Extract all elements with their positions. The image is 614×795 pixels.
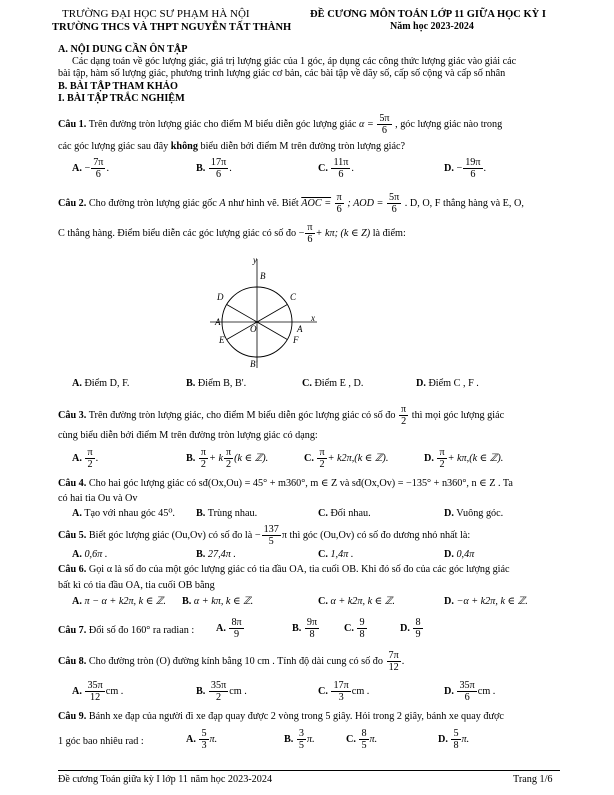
question-3-option-d[interactable]: [424, 447, 503, 470]
option-letter: D.: [416, 378, 426, 389]
emphasis-text: không: [170, 141, 198, 152]
question-9-line1: [58, 711, 504, 724]
numerator: 137: [263, 524, 279, 535]
option-text: Điểm E , D.: [314, 378, 364, 389]
numerator: 9π: [306, 617, 318, 628]
sign: −: [254, 530, 261, 542]
question-label: Câu 9.: [58, 711, 87, 722]
numerator: 5: [453, 728, 459, 739]
numerator: 35π: [459, 680, 475, 691]
option-letter: B.: [292, 623, 302, 635]
numerator: 5: [201, 728, 207, 739]
question-5-option-d[interactable]: [444, 549, 474, 562]
option-letter: D.: [444, 686, 454, 698]
question-text: Biết góc lượng giác (Ou,Ov) có số đo là: [88, 530, 253, 542]
fraction: [85, 680, 104, 703]
denominator: 8: [309, 629, 315, 641]
period: .: [483, 163, 487, 175]
question-1-line1: [58, 113, 502, 136]
option-text: 0,6π .: [84, 549, 108, 560]
option-letter: C.: [318, 549, 328, 560]
option-text: 1,4π .: [330, 549, 354, 560]
unit: cm .: [229, 686, 247, 698]
option-text: Điểm B, B'.: [197, 378, 247, 389]
question-2-option-a[interactable]: [72, 378, 129, 391]
fraction: [305, 617, 319, 640]
option-letter: A.: [72, 596, 82, 607]
question-1-option-a[interactable]: [72, 157, 109, 180]
question-1-option-d[interactable]: [444, 157, 486, 180]
option-text: 0,4π: [456, 549, 475, 560]
denominator: 2: [216, 692, 222, 704]
option-letter: C.: [318, 163, 328, 175]
section-b-title: B. BÀI TẬP THAM KHẢO: [58, 81, 178, 92]
question-4-option-c[interactable]: [318, 508, 371, 521]
option-letter: A.: [186, 734, 196, 746]
option-letter: D.: [444, 163, 454, 175]
denominator: 8: [359, 629, 365, 641]
denominator: 6: [470, 169, 476, 181]
question-9-option-b[interactable]: [284, 728, 315, 751]
fraction: [305, 222, 314, 245]
fraction: [209, 157, 228, 180]
numerator: 8π: [231, 617, 242, 628]
question-label: Câu 4.: [58, 478, 87, 489]
question-2-line2: [58, 222, 406, 245]
option-letter: A.: [72, 453, 82, 465]
denominator: 6: [336, 204, 342, 216]
option-text: Điểm D, F.: [84, 378, 130, 389]
question-text: Cho đường tròn lượng giác gốc: [88, 198, 217, 210]
unit: cm .: [105, 686, 124, 698]
denominator: 8: [453, 740, 459, 752]
numerator: 17π: [210, 157, 227, 168]
denominator: 2: [401, 416, 407, 428]
denominator: 5: [268, 536, 274, 548]
label-x: x: [311, 313, 315, 323]
fraction: [199, 447, 208, 470]
fraction: [229, 617, 243, 640]
denominator: 3: [201, 740, 207, 752]
option-letter: B.: [196, 549, 206, 560]
question-1-option-c[interactable]: [318, 157, 354, 180]
fraction: [85, 447, 94, 470]
option-letter: C.: [344, 623, 354, 635]
document-title: ĐỀ CƯƠNG MÔN TOÁN LỚP 11 GIỮA HỌC KỲ I: [310, 9, 546, 20]
denominator: 6: [307, 234, 313, 246]
label-o: O: [250, 324, 257, 334]
question-text: , góc lượng giác nào trong: [395, 119, 503, 131]
question-8-option-d[interactable]: [444, 680, 495, 703]
question-text: Đổi số đo 160° ra radian :: [88, 625, 195, 636]
option-letter: C.: [304, 453, 314, 465]
option-letter: B.: [196, 686, 206, 698]
question-6-option-d[interactable]: [444, 596, 528, 609]
label-b-prime: B': [250, 359, 258, 369]
question-text: C thẳng hàng. Điểm biểu diễn các góc lượng giác có số đo: [58, 228, 297, 240]
denominator: 2: [200, 459, 207, 471]
option-text: (k ∈ ℤ).: [234, 453, 269, 465]
numerator: 35π: [210, 680, 227, 691]
numerator: 7π: [93, 157, 104, 168]
unit: cm .: [351, 686, 370, 698]
numerator: 17π: [333, 680, 349, 691]
question-8-option-b[interactable]: [196, 680, 247, 703]
option-text: + k: [209, 453, 223, 465]
question-text: Trên đường tròn lượng giác cho điểm M biểu diễn góc lượng giác: [88, 119, 357, 131]
question-text: như hình vẽ. Biết: [228, 198, 299, 210]
numerator: 11π: [333, 157, 349, 168]
option-text: α + k2π, k ∈ ℤ.: [330, 596, 395, 607]
fraction: [399, 404, 408, 427]
footer-divider: [58, 770, 560, 771]
option-letter: D.: [438, 734, 448, 746]
school-year: Năm học 2023-2024: [390, 21, 474, 32]
section-a-title: A. NỘI DUNG CẦN ÔN TẬP: [58, 44, 188, 55]
school-name-line2: TRƯỜNG THCS VÀ THPT NGUYỄN TẤT THÀNH: [52, 22, 292, 33]
unit-circle-figure: [205, 255, 325, 370]
question-text: các góc lượng giác sau đây: [58, 141, 169, 152]
fraction: [463, 157, 482, 180]
period: .: [401, 656, 405, 668]
option-letter: A.: [72, 163, 82, 175]
question-label: Câu 7.: [58, 625, 87, 636]
numerator: 5π: [379, 113, 390, 124]
option-text: Đối nhau.: [330, 508, 371, 519]
option-text: 27,4π .: [207, 549, 236, 560]
sign: −: [298, 228, 305, 240]
fraction: [437, 447, 446, 470]
footer-left-text: Đề cương Toán giữa kỳ I lớp 11 năm học 2023-2024: [58, 774, 273, 785]
question-4-option-d[interactable]: [444, 508, 503, 521]
question-4-option-b[interactable]: [196, 508, 257, 521]
label-y: y: [253, 255, 257, 265]
fraction: [317, 447, 326, 470]
question-label: Câu 3.: [58, 410, 87, 422]
question-1-option-b[interactable]: [196, 157, 232, 180]
question-7-option-c[interactable]: [344, 617, 368, 640]
option-letter: B.: [186, 378, 196, 389]
label-b: B: [260, 271, 266, 281]
question-5-option-c[interactable]: [318, 549, 353, 562]
denominator: 2: [226, 459, 232, 471]
question-text: Gọi α là số đo của một góc lượng giác có tia đầu OA, tia cuối OB. Khi đó số đo của các góc lượng giác: [88, 564, 510, 575]
question-3-option-a[interactable]: [72, 447, 98, 470]
denominator: 6: [381, 125, 387, 137]
period: .: [106, 163, 109, 175]
alpha-symbol: α =: [358, 119, 374, 131]
fraction: [331, 680, 350, 703]
option-text: π − α + k2π, k ∈ ℤ.: [84, 596, 166, 607]
option-letter: C.: [346, 734, 356, 746]
question-text: π thì góc (Ou,Ov) có số đo dương nhỏ nhất là:: [281, 530, 471, 542]
option-letter: C.: [318, 686, 328, 698]
question-3-option-c[interactable]: [304, 447, 388, 470]
option-letter: A.: [72, 378, 82, 389]
numerator: 8: [361, 728, 367, 739]
denominator: 3: [338, 692, 344, 704]
option-text: + kπ,(k ∈ ℤ).: [447, 453, 504, 465]
option-text: π.: [209, 734, 218, 746]
question-8-option-a[interactable]: [72, 680, 123, 703]
denominator: 12: [388, 662, 399, 674]
option-letter: D.: [400, 623, 410, 635]
fraction: [387, 192, 401, 215]
question-9-option-c[interactable]: [346, 728, 377, 751]
option-letter: D.: [444, 596, 454, 607]
denominator: 5: [298, 740, 304, 752]
numerator: 8: [415, 617, 421, 628]
question-9-line2: 1 góc bao nhiêu rad :: [58, 736, 144, 747]
numerator: 9: [359, 617, 365, 628]
question-6-line1: [58, 564, 510, 577]
question-3-line1: [58, 404, 504, 427]
question-9-option-a[interactable]: [186, 728, 217, 751]
numerator: π: [319, 447, 325, 458]
option-letter: B.: [182, 596, 192, 607]
fraction: [199, 728, 208, 751]
numerator: 7π: [388, 650, 399, 661]
question-label: Câu 8.: [58, 656, 87, 668]
option-letter: D.: [444, 508, 454, 519]
option-letter: A.: [72, 549, 82, 560]
question-4-line2: có hai tia Ou và Ov: [58, 493, 138, 504]
numerator: π: [200, 447, 207, 458]
numerator: π: [226, 447, 232, 458]
fraction: [262, 524, 281, 547]
fraction: [91, 157, 105, 180]
question-text: biểu diễn bởi điểm M trên đường tròn lượng giác?: [200, 141, 406, 152]
fraction: [331, 157, 350, 180]
fraction: [335, 192, 344, 215]
numerator: 5π: [388, 192, 400, 203]
option-letter: A.: [72, 686, 82, 698]
option-text: α + kπ, k ∈ ℤ.: [193, 596, 254, 607]
formula: + kπ; (k ∈ Z): [315, 228, 371, 240]
question-7-option-b[interactable]: [292, 617, 320, 640]
numerator: π: [307, 222, 313, 233]
option-letter: B.: [284, 734, 294, 746]
school-name-line1: TRƯỜNG ĐẠI HỌC SƯ PHẠM HÀ NỘI: [62, 8, 250, 20]
numerator: π: [401, 404, 407, 415]
question-7-option-d[interactable]: [400, 617, 424, 640]
option-letter: D.: [444, 549, 454, 560]
question-2-option-b[interactable]: [186, 378, 246, 391]
option-letter: C.: [318, 508, 328, 519]
denominator: 2: [319, 459, 325, 471]
fraction: [359, 728, 368, 751]
fraction: [224, 447, 233, 470]
sign: −: [456, 163, 463, 175]
numerator: π: [439, 447, 445, 458]
option-text: −α + k2π, k ∈ ℤ.: [456, 596, 528, 607]
numerator: π: [336, 192, 342, 203]
denominator: 9: [234, 629, 240, 641]
numerator: 19π: [465, 157, 481, 168]
option-text: + k2π,(k ∈ ℤ).: [327, 453, 389, 465]
option-letter: C.: [318, 596, 328, 607]
option-letter: B.: [186, 453, 196, 465]
denominator: 6: [464, 692, 470, 704]
period: .: [351, 163, 354, 175]
numerator: 3: [298, 728, 304, 739]
question-text: Cho hai góc lượng giác có sđ(Ox,Ou) = 45° + m360°, m ∈ Z và sđ(Ox,Ov) = −135° + n360°, n ∈ Z . Ta: [88, 478, 513, 489]
question-text: . D, O, F thẳng hàng và E, O,: [404, 198, 524, 210]
question-5-option-a[interactable]: [72, 549, 107, 562]
question-6-line2: bất kì có tia đầu OA, tia cuối OB bằng: [58, 580, 215, 591]
question-6-option-c[interactable]: [318, 596, 395, 609]
question-9-option-d[interactable]: [438, 728, 469, 751]
question-text: Bánh xe đạp của người đi xe đạp quay được 2 vòng trong 5 giây. Hỏi trong 2 giây, bánh xe quay được: [88, 711, 504, 722]
option-text: Trùng nhau.: [207, 508, 258, 519]
option-letter: B.: [196, 163, 206, 175]
denominator: 9: [415, 629, 421, 641]
option-text: .: [95, 453, 99, 465]
question-8-line1: [58, 650, 404, 673]
denominator: 6: [391, 204, 397, 216]
period: .: [229, 163, 232, 175]
option-text: π.: [306, 734, 315, 746]
question-label: Câu 6.: [58, 564, 87, 575]
question-2-option-c[interactable]: [302, 378, 363, 391]
question-2-line1: [58, 192, 524, 215]
fraction: [451, 728, 460, 751]
label-e: E: [219, 335, 225, 345]
question-text: là điểm:: [372, 228, 406, 240]
question-4-option-a[interactable]: [72, 508, 175, 521]
question-7-line1: [58, 625, 194, 638]
question-5-option-b[interactable]: [196, 549, 236, 562]
denominator: 6: [95, 169, 101, 181]
fraction: [457, 680, 476, 703]
fraction: [377, 113, 391, 136]
label-a-prime: A': [215, 317, 223, 327]
question-2-option-d[interactable]: [416, 378, 479, 391]
label-c: C: [290, 292, 297, 302]
denominator: 2: [439, 459, 445, 471]
denominator: 6: [216, 169, 222, 181]
question-5-line1: [58, 524, 470, 547]
option-text: Tạo với nhau góc 45⁰.: [84, 508, 175, 519]
option-text: Vuông góc.: [456, 508, 504, 519]
section-b-subtitle: I. BÀI TẬP TRẮC NGHIỆM: [58, 93, 185, 104]
numerator: 35π: [87, 680, 103, 691]
question-text: thì mọi góc lượng giác: [411, 410, 505, 422]
question-label: Câu 2.: [58, 198, 87, 210]
question-3-line2: cùng biểu diễn bởi điểm M trên đường tròn lượng giác có dạng:: [58, 430, 318, 441]
unit: cm .: [477, 686, 496, 698]
question-label: Câu 1.: [58, 119, 87, 131]
label-d: D: [217, 292, 224, 302]
question-3-option-b[interactable]: [186, 447, 268, 470]
fraction: [209, 680, 228, 703]
numerator: π: [87, 447, 93, 458]
question-7-option-a[interactable]: [216, 617, 245, 640]
denominator: 12: [90, 692, 101, 704]
fraction: [297, 728, 306, 751]
angle-aoc: AOC =: [301, 198, 332, 210]
option-letter: A.: [216, 623, 226, 635]
question-1-line2: [58, 141, 405, 154]
question-4-line1: [58, 478, 513, 491]
question-text: Cho đường tròn (O) đường kính bằng 10 cm . Tính độ dài cung có số đo: [88, 656, 383, 668]
sign: −: [84, 163, 91, 175]
denominator: 5: [361, 740, 367, 752]
question-label: Câu 5.: [58, 530, 87, 542]
option-letter: C.: [302, 378, 312, 389]
option-text: π.: [369, 734, 378, 746]
denominator: 2: [87, 459, 93, 471]
question-6-option-b[interactable]: [182, 596, 253, 609]
option-letter: A.: [72, 508, 82, 519]
section-a-line2: bài tập, hàm số lượng giác, phương trình lượng giác cơ bản, các bài tập về dãy số, cấp số cộng và cấp số nhân: [58, 68, 506, 79]
question-text: Trên đường tròn lượng giác, cho điểm M biểu diễn góc lượng giác có số đo: [88, 410, 396, 422]
option-text: Điểm C , F .: [428, 378, 479, 389]
question-6-option-a[interactable]: [72, 596, 166, 609]
question-8-option-c[interactable]: [318, 680, 369, 703]
option-letter: D.: [424, 453, 434, 465]
fraction: [357, 617, 366, 640]
denominator: 6: [338, 169, 344, 181]
label-a: A: [297, 324, 303, 334]
label-f: F: [293, 335, 299, 345]
option-text: π.: [461, 734, 470, 746]
fraction: [413, 617, 422, 640]
section-a-line1: Các dạng toán về góc lượng giác, giá trị lượng giác của 1 góc, áp dụng các công thức lượng giác vào giải các: [72, 56, 517, 67]
fraction: [387, 650, 401, 673]
angle-aod: ; AOD =: [347, 198, 384, 210]
point-label: A: [219, 198, 226, 210]
page-number: Trang 1/6: [513, 774, 553, 785]
option-letter: B.: [196, 508, 206, 519]
